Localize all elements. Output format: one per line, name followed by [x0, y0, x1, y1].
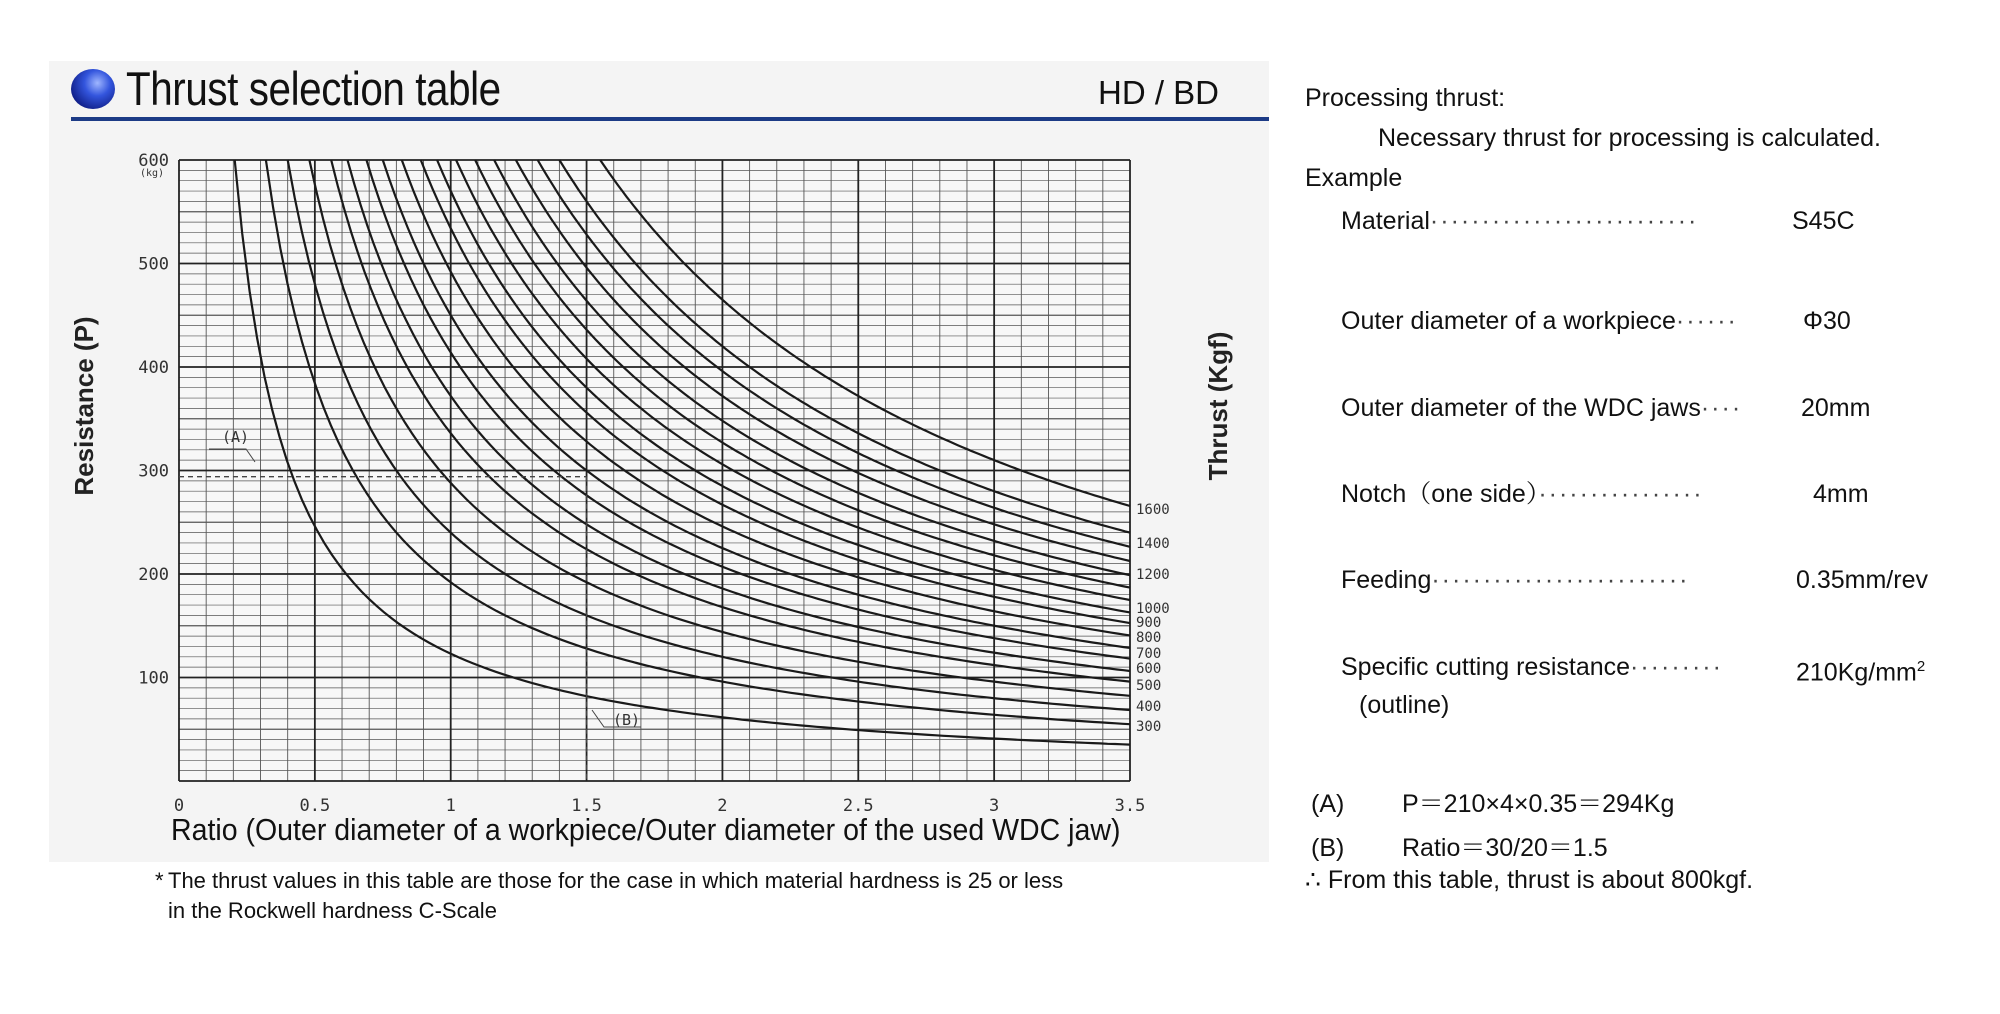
- thrust-curve-label: 900: [1136, 615, 1162, 631]
- row-label: Feeding: [1341, 566, 1432, 594]
- calc-a: P＝210×4×0.35＝294Kg: [1402, 790, 1675, 818]
- row-label: Outer diameter of the WDC jaws: [1341, 394, 1701, 422]
- footnote-star: *: [155, 868, 164, 893]
- row-value: $210Kg/mm^2$: [1796, 658, 1926, 687]
- y-tick-label: 200: [138, 565, 169, 585]
- calc-a-tag: (A): [1311, 790, 1345, 818]
- thrust-curve-label: 600: [1136, 661, 1162, 677]
- row-material: Material··························: [1341, 207, 1699, 235]
- row-label: Outer diameter of a workpiece: [1341, 307, 1676, 335]
- chart-plot: [49, 61, 1269, 862]
- footnote-line-2: in the Rockwell hardness C-Scale: [168, 898, 497, 923]
- row-label: Specific cutting resistance: [1341, 653, 1631, 681]
- row-jaw-diameter: Outer diameter of the WDC jaws····: [1341, 394, 1743, 422]
- x-tick-label: 2.5: [842, 796, 874, 816]
- thrust-curve-label: 1600: [1136, 502, 1170, 518]
- y-tick-label: 300: [138, 461, 169, 482]
- row-notch: Notch（one side）················: [1341, 480, 1704, 508]
- x-tick-label: 1: [445, 796, 456, 816]
- row-value: S45C: [1792, 207, 1855, 235]
- y-tick-label: 100: [138, 668, 169, 689]
- x-tick-label: 0: [173, 796, 185, 816]
- marker-a-label: (A): [222, 428, 250, 446]
- x-tick-label: 2: [717, 796, 728, 816]
- y-tick-label: 600: [138, 151, 169, 171]
- y-tick-label: 500: [138, 254, 169, 275]
- y2-axis-label: Thrust (Kgf): [1203, 331, 1233, 481]
- side-subheading: Necessary thrust for processing is calculated.: [1378, 124, 1881, 152]
- calc-b-tag: (B): [1311, 834, 1345, 862]
- thrust-curve-label: 300: [1136, 719, 1162, 735]
- x-axis-label: Ratio (Outer diameter of a workpiece/Outer diameter of the used WDC jaw): [171, 812, 1121, 847]
- thrust-curve-label: 700: [1136, 646, 1162, 662]
- thrust-curve-label: 1200: [1136, 567, 1170, 583]
- thrust-curve-label: 800: [1136, 630, 1162, 646]
- row-value: 20mm: [1801, 394, 1871, 422]
- calc-b: Ratio＝30/20＝1.5: [1402, 834, 1608, 862]
- y-unit-label: (kg): [139, 168, 165, 179]
- model-badge: HD / BD: [1097, 74, 1219, 111]
- footnote: [155, 866, 1064, 926]
- chart-title: Thrust selection table: [126, 62, 501, 115]
- marker-b-label: (B): [613, 711, 641, 729]
- thrust-curve-label: 1400: [1136, 536, 1170, 552]
- row-value: 0.35mm/rev: [1796, 566, 1928, 594]
- row-value: 4mm: [1813, 480, 1869, 508]
- thrust-curve-label: 400: [1136, 699, 1162, 715]
- row-outline-note: (outline): [1359, 691, 1450, 719]
- y-tick-label: 400: [138, 358, 169, 378]
- row-cutting-resistance: Specific cutting resistance·········: [1341, 653, 1723, 681]
- thrust-curve-labels: [1136, 502, 1170, 735]
- thrust-curve-label: 1000: [1136, 601, 1170, 617]
- row-feeding: Feeding·························: [1341, 566, 1690, 594]
- footnote-line-1: The thrust values in this table are those for the case in which material hardness is 25 or less: [168, 868, 1064, 893]
- row-value: Φ30: [1803, 307, 1851, 335]
- row-label: Material: [1341, 207, 1430, 235]
- x-tick-label: 0.5: [299, 796, 331, 816]
- row-workpiece-diameter: Outer diameter of a workpiece······: [1341, 307, 1738, 335]
- x-tick-label: 3.5: [1114, 796, 1146, 816]
- side-example-label: Example: [1305, 164, 1403, 192]
- y-axis-label: Resistance (P): [69, 316, 99, 496]
- thrust-curve-label: 500: [1136, 678, 1162, 694]
- x-tick-label: 3: [989, 796, 1000, 816]
- row-label: Notch（one side）: [1341, 480, 1539, 508]
- side-heading: Processing thrust:: [1305, 84, 1506, 112]
- x-tick-label: 1.5: [571, 796, 602, 816]
- conclusion: ∴ From this table, thrust is about 800kgf.: [1305, 866, 1754, 894]
- chart-panel: [49, 61, 1269, 862]
